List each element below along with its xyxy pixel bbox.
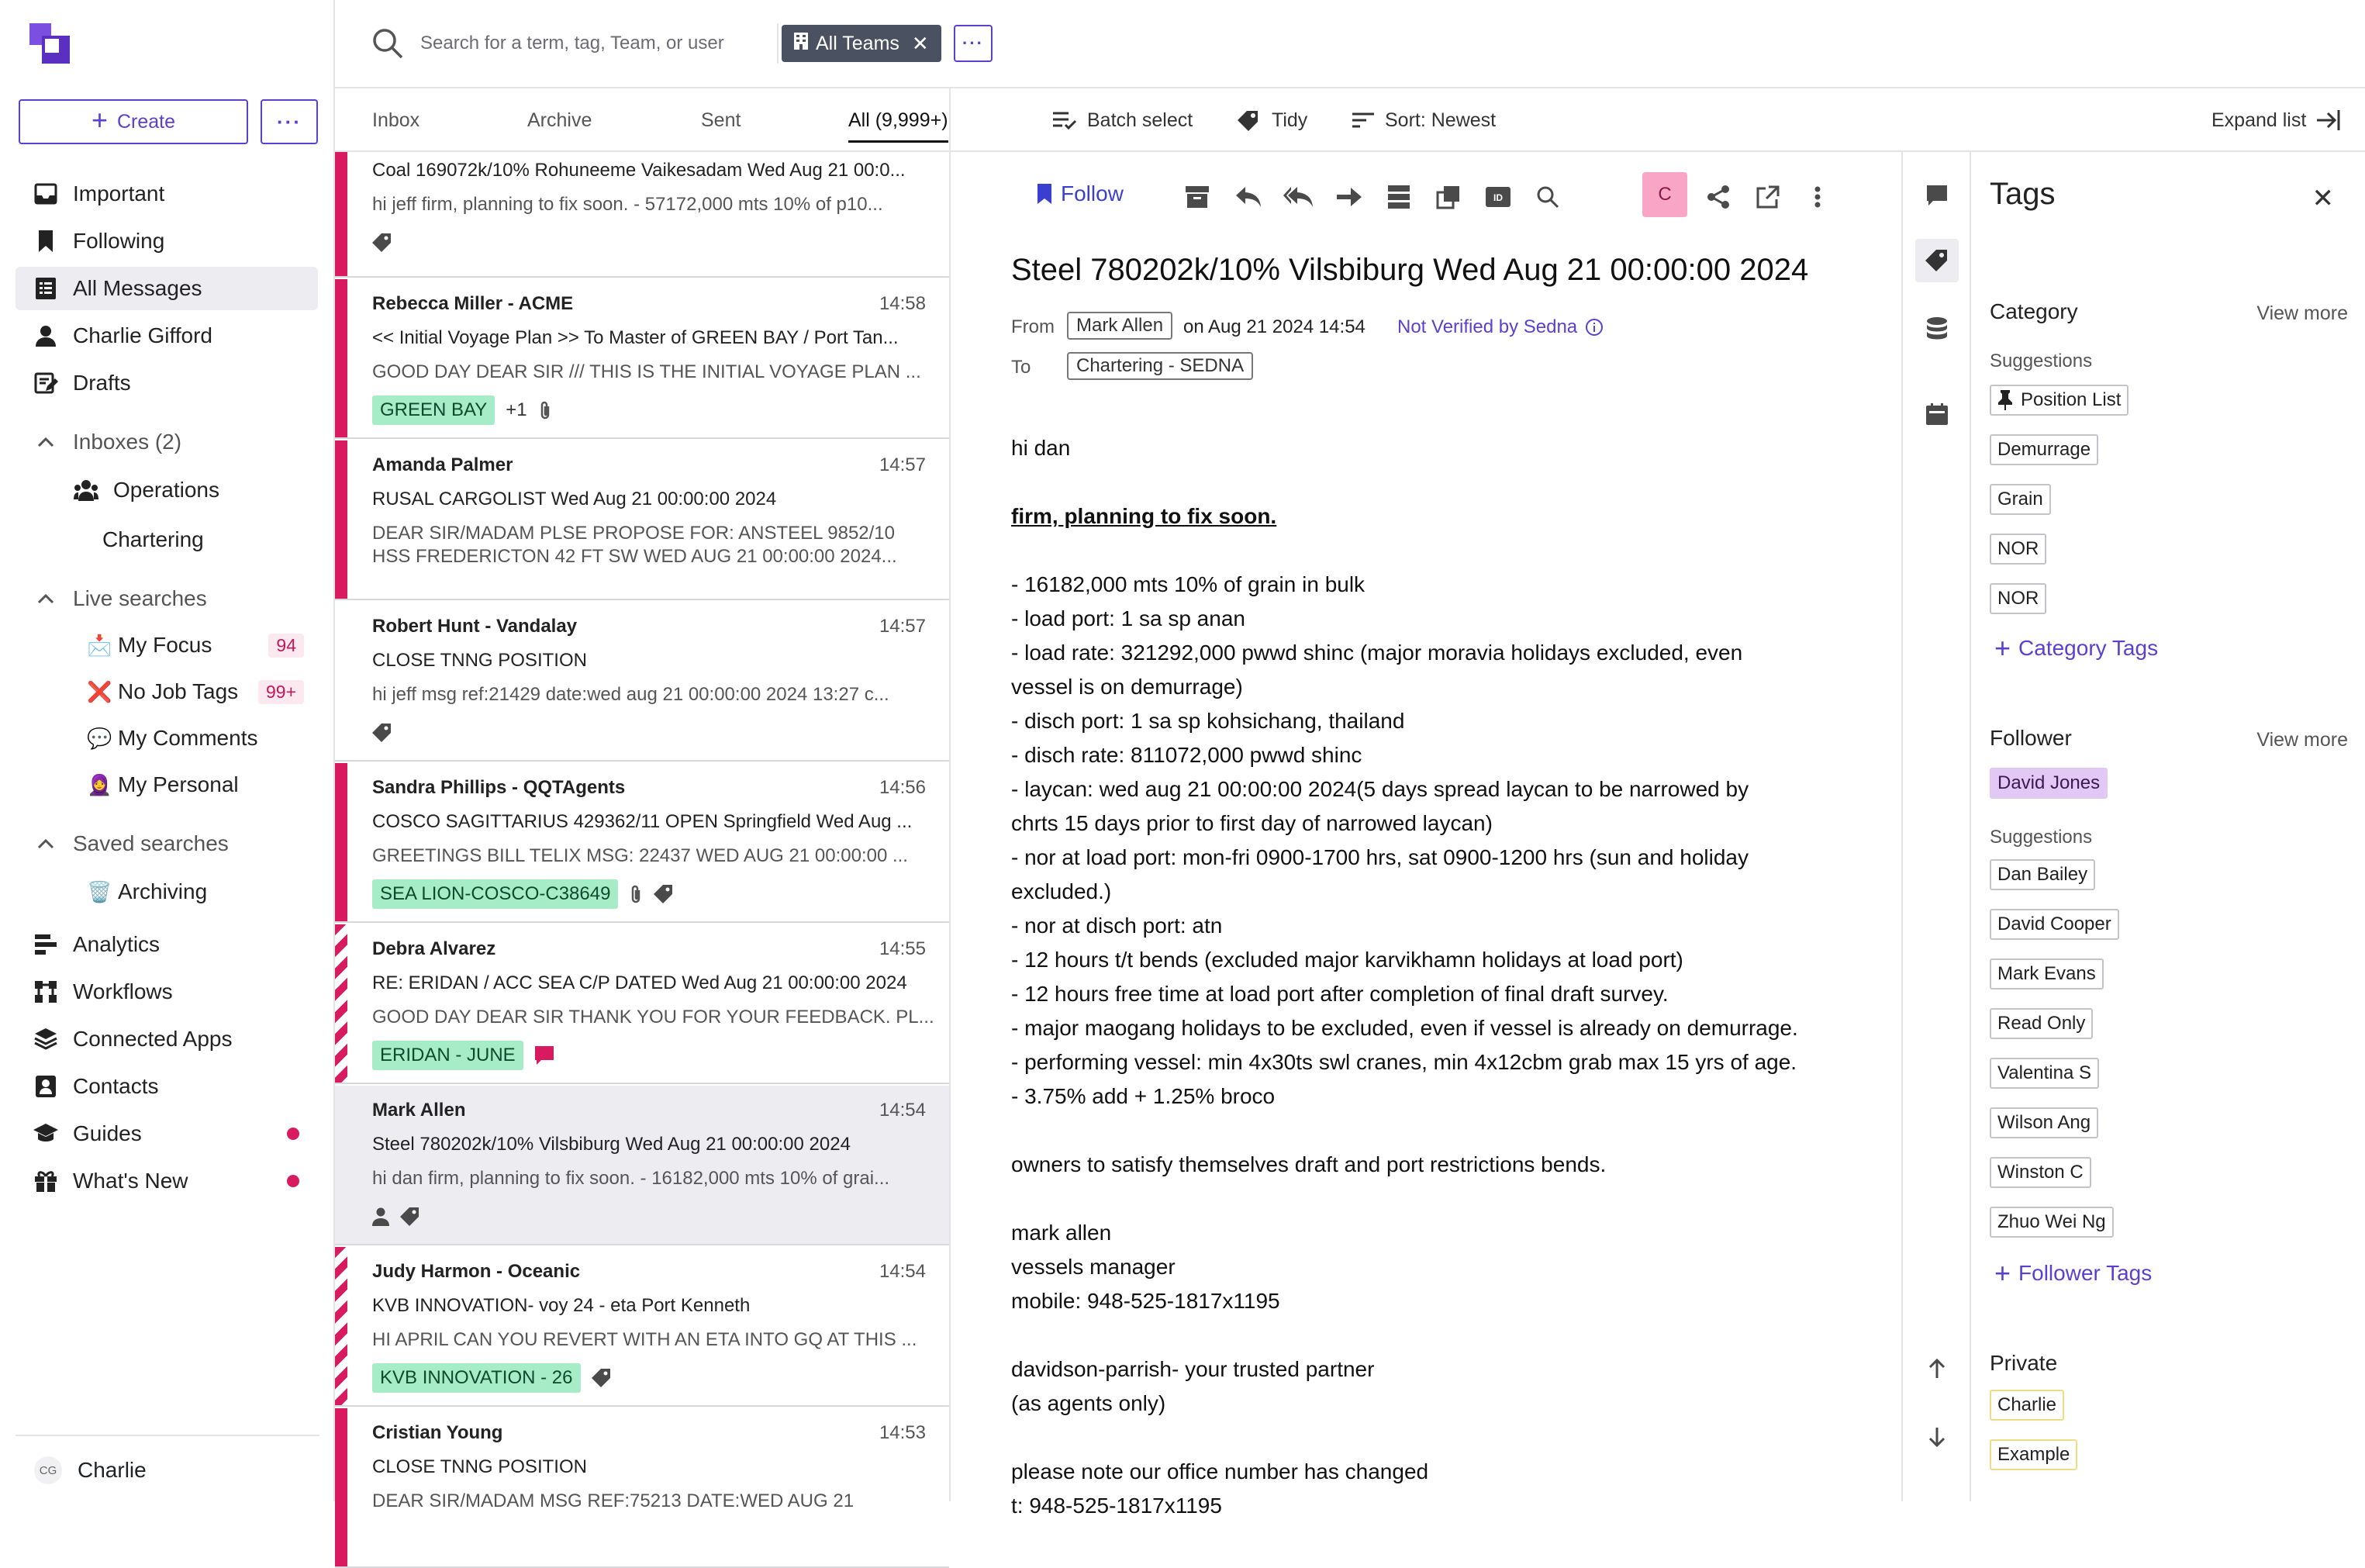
category-view-more-link[interactable]: View more [2256, 302, 2348, 324]
verification-status[interactable]: Not Verified by Sedna [1397, 316, 1604, 338]
sidebar [0, 0, 335, 1501]
batch-select-button[interactable]: Batch select [1053, 88, 1193, 152]
follower-section-title: Follower [1990, 726, 2072, 750]
team-icon [74, 478, 98, 502]
user-name: Charlie [78, 1458, 147, 1482]
close-icon[interactable]: ✕ [2311, 184, 2334, 213]
body-line: - nor at load port: mon-fri 0900-1700 hrs, sat 0900-1200 hrs (sun and holiday [1011, 845, 1749, 869]
tag-icon [1925, 249, 1949, 272]
tidy-button[interactable]: Tidy [1238, 88, 1307, 152]
tag-suggestion[interactable]: Grain [1990, 484, 2051, 515]
body-spacer [1011, 465, 1880, 499]
team-chip-label: All Teams [816, 32, 899, 54]
to-label: To [1011, 357, 1031, 378]
message-subject: CLOSE TNNG POSITION [372, 650, 587, 671]
notification-dot [287, 1175, 299, 1187]
top-search-bar [335, 0, 2365, 88]
bar-chart-icon [34, 933, 57, 956]
comments-tab[interactable] [1915, 174, 1959, 217]
tag-suggestion[interactable]: NOR [1990, 534, 2046, 565]
forward-icon[interactable] [1334, 181, 1365, 212]
body-line: - disch rate: 811072,000 pwwd shinc [1011, 743, 1362, 767]
message-sender: Cristian Young [372, 1422, 503, 1443]
layers-icon [34, 1027, 57, 1051]
bookmark-flag-icon [1037, 184, 1051, 204]
message-preview: GREETINGS BILL TELIX MSG: 22437 WED AUG 21 00:00:00 ... [372, 845, 908, 866]
avatar: CG [34, 1456, 62, 1484]
create-button[interactable] [19, 99, 248, 144]
database-tab[interactable] [1915, 307, 1959, 351]
sidebar-item-connected-apps[interactable]: Connected Apps [16, 1017, 318, 1061]
speech-bubble-icon: 💬 [87, 726, 112, 750]
from-label: From [1011, 316, 1055, 337]
message-sender: Debra Alvarez [372, 938, 496, 959]
body-line: owners to satisfy themselves draft and port restrictions bends. [1011, 1152, 1607, 1176]
suggestions-label: Suggestions [1990, 827, 2093, 848]
tag-icon [592, 1368, 612, 1388]
plus-icon: + [91, 104, 108, 136]
message-list-item[interactable] [335, 1247, 949, 1407]
chevron-up-icon [34, 437, 57, 447]
message-preview: DEAR SIR/MADAM MSG REF:75213 DATE:WED AUG 21 [372, 1490, 855, 1511]
more-vertical-icon[interactable] [1802, 181, 1833, 212]
move-icon[interactable] [1383, 181, 1414, 212]
divider [777, 23, 779, 64]
message-time: 14:54 [879, 1100, 926, 1121]
live-search-my-focus[interactable]: 📩 My Focus 94 [16, 623, 318, 667]
copy-icon[interactable] [1433, 181, 1464, 212]
wastebasket-icon: 🗑️ [87, 879, 112, 903]
message-sender: Robert Hunt - Vandalay [372, 616, 578, 637]
follower-suggestion[interactable]: Valentina S [1990, 1058, 2099, 1089]
tab-all[interactable]: All (9,999+) [848, 88, 948, 152]
job-tag-chip[interactable]: ERIDAN - JUNE [372, 1041, 523, 1070]
follower-suggestion[interactable]: Zhuo Wei Ng [1990, 1207, 2114, 1238]
tag-suggestion[interactable]: Position List [1990, 385, 2128, 416]
from-contact-chip[interactable]: Mark Allen [1067, 312, 1172, 340]
follower-suggestion[interactable]: Dan Bailey [1990, 859, 2095, 890]
follower-suggestion[interactable]: David Cooper [1990, 909, 2119, 940]
message-preview: hi jeff msg ref:21429 date:wed aug 21 00:00:00 2024 13:27 c... [372, 684, 889, 705]
unread-indicator [335, 152, 347, 276]
message-list-item[interactable] [335, 440, 949, 600]
tags-panel [1971, 152, 2365, 1501]
building-icon [794, 33, 808, 55]
body-line: davidson-parrish- your trusted partner [1011, 1357, 1375, 1381]
person-emoji-icon: 🧕 [87, 772, 112, 796]
unread-indicator [335, 1247, 347, 1405]
unread-indicator [335, 440, 347, 599]
private-section-title: Private [1990, 1351, 2058, 1375]
create-label: Create [116, 110, 176, 133]
workflow-icon [34, 980, 57, 1003]
paperclip-icon [538, 400, 552, 420]
body-line: - nor at disch port: atn [1011, 914, 1223, 938]
body-line: - 12 hours t/t bends (excluded major karvikhamn holidays at load port) [1011, 948, 1683, 972]
tag-suggestion[interactable]: NOR [1990, 583, 2046, 614]
body-line: please note our office number has changed [1011, 1459, 1429, 1483]
comment-icon [534, 1045, 554, 1065]
tag-icon [654, 884, 674, 904]
live-search-no-job-tags[interactable]: ❌ No Job Tags 99+ [16, 670, 318, 713]
body-line: - disch port: 1 sa sp kohsichang, thailand [1011, 709, 1405, 733]
message-preview: GOOD DAY DEAR SIR /// THIS IS THE INITIAL VOYAGE PLAN ... [372, 361, 921, 382]
body-line: firm, planning to fix soon. [1011, 504, 1277, 528]
checklist-icon [1053, 111, 1076, 130]
follower-suggestion[interactable]: Winston C [1990, 1157, 2091, 1188]
section-inboxes-toggle[interactable]: Inboxes (2) [16, 422, 318, 462]
message-sender: Amanda Palmer [372, 454, 513, 475]
arrow-down-icon [1928, 1428, 1946, 1448]
sort-icon [1352, 112, 1374, 129]
tab-archive[interactable]: Archive [527, 109, 592, 131]
body-line: chrts 15 days prior to first day of narrowed laycan) [1011, 811, 1493, 835]
body-line: mobile: 948-525-1817x1195 [1011, 1289, 1280, 1313]
tab-sent[interactable]: Sent [701, 109, 741, 131]
pin-icon [1997, 390, 2013, 410]
message-preview: DEAR SIR/MADAM PLSE PROPOSE FOR: ANSTEEL 9852/10 [372, 523, 896, 544]
body-spacer [1011, 1421, 1880, 1455]
search-icon [372, 28, 403, 59]
message-subject: CLOSE TNNG POSITION [372, 1456, 587, 1477]
follow-button[interactable]: Follow [1037, 181, 1124, 206]
sidebar-item-drafts[interactable]: Drafts [16, 361, 318, 405]
extra-tags-count: +1 [506, 399, 527, 420]
reading-pane [951, 152, 1901, 1518]
message-time: 14:55 [879, 938, 926, 959]
follower-view-more-link[interactable]: View more [2256, 729, 2348, 751]
unread-indicator [335, 1408, 347, 1566]
body-line: - 12 hours free time at load port after completion of final draft survey. [1011, 982, 1669, 1006]
share-icon[interactable] [1703, 181, 1734, 212]
body-spacer [1011, 1182, 1880, 1216]
follower-suggestion[interactable]: Mark Evans [1990, 958, 2104, 989]
job-tag-chip[interactable]: SEA LION-COSCO-C38649 [372, 879, 618, 909]
to-recipient-chip[interactable]: Chartering - SEDNA [1067, 352, 1253, 380]
message-time: 14:57 [879, 616, 926, 637]
tidy-tag-icon [1238, 109, 1261, 131]
message-preview: hi jeff firm, planning to fix soon. - 57172,000 mts 10% of p10... [372, 194, 883, 215]
message-subject: KVB INNOVATION- voy 24 - eta Port Kenneth [372, 1295, 751, 1316]
message-time: 14:58 [879, 293, 926, 314]
body-line: vessel is on demurrage) [1011, 675, 1243, 699]
body-spacer [1011, 1114, 1880, 1148]
message-subject: Steel 780202k/10% Vilsbiburg Wed Aug 21 00:00:00 2024 [372, 1134, 851, 1155]
body-line: excluded.) [1011, 879, 1112, 903]
info-icon [1585, 318, 1604, 337]
sidebar-item-following[interactable]: Following [16, 219, 318, 263]
live-search-my-personal[interactable]: 🧕 My Personal [87, 772, 239, 796]
comment-icon [1926, 185, 1948, 206]
archive-icon[interactable] [1182, 181, 1213, 212]
message-subject: Coal 169072k/10% Rohuneeme Vaikesadam Wed Aug 21 00:0... [372, 160, 906, 181]
section-saved-searches-toggle[interactable]: Saved searches [16, 824, 318, 864]
body-line: - performing vessel: min 4x30ts swl cranes, min 4x12cbm grab max 15 yrs of age. [1011, 1050, 1797, 1074]
message-time: 14:53 [879, 1422, 926, 1443]
filter-more-button[interactable]: ··· [954, 25, 993, 62]
plus-icon: + [1994, 632, 2011, 664]
user-menu[interactable] [16, 1447, 318, 1494]
sidebar-item-contacts[interactable]: Contacts [16, 1065, 318, 1108]
unread-indicator [335, 924, 347, 1083]
search-input[interactable] [420, 25, 761, 62]
tab-inbox[interactable]: Inbox [372, 109, 420, 131]
sidebar-item-important[interactable]: Important [16, 172, 318, 216]
notification-dot [287, 1128, 299, 1140]
gift-icon [34, 1169, 57, 1193]
chevron-up-icon [34, 838, 57, 849]
team-filter-chip[interactable] [782, 25, 941, 62]
message-preview: hi dan firm, planning to fix soon. - 16182,000 mts 10% of grai... [372, 1168, 890, 1189]
message-list-item[interactable] [335, 1408, 949, 1568]
id-card-icon[interactable] [1483, 181, 1514, 212]
unread-indicator [335, 279, 347, 437]
suggestions-label: Suggestions [1990, 351, 2093, 371]
search-icon[interactable] [1532, 181, 1563, 212]
add-category-tag-button[interactable]: + Category Tags [1994, 632, 2159, 664]
sort-button[interactable]: Sort: Newest [1352, 88, 1496, 152]
tag-suggestion[interactable]: Demurrage [1990, 434, 2098, 465]
divider [16, 1435, 319, 1436]
reply-icon[interactable] [1233, 181, 1264, 212]
body-line: - 3.75% add + 1.25% broco [1011, 1084, 1276, 1108]
panel-title: Tags [1990, 177, 2056, 211]
body-spacer [1011, 1318, 1880, 1352]
add-follower-tag-button[interactable]: + Follower Tags [1994, 1257, 2153, 1289]
sidebar-item-all-messages[interactable]: All Messages [16, 267, 318, 310]
body-line: - load rate: 321292,000 pwwd shinc (major moravia holidays excluded, even [1011, 641, 1743, 665]
tag-icon [372, 723, 392, 743]
calendar-tab[interactable] [1915, 392, 1959, 436]
side-panel-tabs [1901, 152, 1971, 1501]
message-sender: Rebecca Miller - ACME [372, 293, 574, 314]
sidebar-item-charlie-gifford[interactable]: Charlie Gifford [16, 314, 318, 357]
follower-suggestion[interactable]: Wilson Ang [1990, 1107, 2098, 1138]
chevron-up-icon [34, 593, 57, 604]
expand-arrow-icon [2317, 110, 2340, 130]
message-preview: HI APRIL CAN YOU REVERT WITH AN ETA INTO GQ AT THIS ... [372, 1329, 917, 1350]
message-list-item[interactable] [335, 924, 949, 1084]
body-spacer [1011, 534, 1880, 568]
sidebar-item-operations[interactable]: Operations [16, 468, 318, 512]
message-list-item[interactable] [335, 1086, 949, 1245]
category-section-title: Category [1990, 299, 2078, 323]
message-subject: RE: ERIDAN / ACC SEA C/P DATED Wed Aug 21 00:00:00 2024 [372, 972, 907, 993]
close-icon[interactable]: ✕ [911, 31, 929, 55]
reply-all-icon[interactable] [1283, 181, 1314, 212]
body-line: vessels manager [1011, 1255, 1176, 1279]
message-time: 14:56 [879, 777, 926, 798]
sidebar-item-analytics[interactable]: Analytics [16, 923, 318, 966]
message-title: Steel 780202k/10% Vilsbiburg Wed Aug 21 00:00:00 2024 [1011, 253, 1809, 287]
user-icon [34, 324, 57, 347]
bookmark-flag-icon [34, 230, 57, 253]
tag-icon [372, 233, 392, 253]
unread-indicator [335, 763, 347, 921]
tag-icon [400, 1207, 420, 1227]
body-line: mark allen [1011, 1221, 1112, 1245]
body-line: (as agents only) [1011, 1391, 1166, 1415]
cross-mark-icon: ❌ [87, 679, 112, 703]
divider [949, 88, 951, 152]
body-line: - load port: 1 sa sp anan [1011, 606, 1245, 630]
svg-text:ID: ID [1493, 192, 1503, 203]
expand-list-button[interactable]: Expand list [2211, 88, 2340, 152]
create-more-button[interactable]: ··· [261, 99, 318, 144]
scroll-up-button[interactable] [1915, 1346, 1959, 1390]
body-line: hi dan [1011, 436, 1071, 460]
message-time: 14:54 [879, 1261, 926, 1282]
private-tag[interactable]: Example [1990, 1439, 2077, 1470]
private-tag[interactable]: Charlie [1990, 1390, 2064, 1421]
saved-search-archiving[interactable]: 🗑️ Archiving [87, 879, 208, 903]
message-toolbar [951, 152, 1901, 239]
inbox-tray-icon [34, 182, 57, 205]
calendar-icon [1926, 403, 1948, 425]
message-subject: << Initial Voyage Plan >> To Master of GREEN BAY / Port Tan... [372, 327, 899, 348]
body-line: - 16182,000 mts 10% of grain in bulk [1011, 572, 1365, 596]
message-preview: HSS FREDERICTON 42 FT SW WED AUG 21 00:00:00 2024... [372, 546, 897, 567]
open-external-icon[interactable] [1752, 181, 1783, 212]
message-list-item[interactable] [335, 602, 949, 762]
plus-icon: + [1994, 1257, 2011, 1289]
message-list-item[interactable] [335, 152, 949, 278]
message-sender: Judy Harmon - Oceanic [372, 1261, 581, 1282]
count-badge: 99+ [258, 680, 304, 704]
list-grid-icon [34, 277, 57, 300]
body-line: - laycan: wed aug 21 00:00:00 2024(5 days spread laycan to be narrowed by [1011, 777, 1749, 801]
message-list-item[interactable] [335, 279, 949, 439]
message-preview: GOOD DAY DEAR SIR THANK YOU FOR YOUR FEEDBACK. PL... [372, 1007, 934, 1027]
arrow-up-icon [1928, 1358, 1946, 1378]
message-list-item[interactable] [335, 763, 949, 923]
person-icon [372, 1207, 389, 1226]
paperclip-icon [629, 884, 643, 904]
body-line: - major maogang holidays to be excluded, even if vessel is already on demurrage. [1011, 1016, 1798, 1040]
follower-suggestion[interactable]: Read Only [1990, 1008, 2093, 1039]
job-tag-chip[interactable]: KVB INNOVATION - 26 [372, 1363, 581, 1393]
sidebar-item-guides[interactable]: Guides [16, 1112, 318, 1155]
follower-tag[interactable]: David Jones [1990, 768, 2108, 799]
message-subject: RUSAL CARGOLIST Wed Aug 21 00:00:00 2024 [372, 489, 777, 509]
job-tag-chip[interactable]: GREEN BAY [372, 395, 495, 425]
message-time: 14:57 [879, 454, 926, 475]
avatar[interactable]: C [1642, 172, 1687, 217]
message-sender: Sandra Phillips - QQTAgents [372, 777, 626, 798]
message-subject: COSCO SAGITTARIUS 429362/11 OPEN Springfield Wed Aug ... [372, 811, 913, 832]
message-sender: Mark Allen [372, 1100, 466, 1121]
live-search-my-comments[interactable]: 💬 My Comments [87, 726, 258, 750]
graduation-cap-icon [34, 1122, 57, 1145]
scroll-down-button[interactable] [1915, 1416, 1959, 1459]
sidebar-item-workflows[interactable]: Workflows [16, 970, 318, 1014]
database-icon [1926, 317, 1948, 340]
contact-card-icon [34, 1075, 57, 1098]
app-logo-icon[interactable] [29, 23, 70, 64]
envelope-icon: 📩 [87, 633, 112, 657]
body-line: t: 948-525-1817x1195 [1011, 1494, 1222, 1518]
tags-tab[interactable] [1915, 239, 1959, 282]
sidebar-item-chartering[interactable]: Chartering [102, 527, 204, 551]
edit-doc-icon [34, 371, 57, 395]
section-live-searches-toggle[interactable]: Live searches [16, 579, 318, 619]
message-list [335, 152, 951, 1511]
message-body [1011, 431, 1880, 1523]
count-badge: 94 [268, 634, 304, 658]
sent-date: on Aug 21 2024 14:54 [1183, 316, 1365, 337]
sidebar-item-whats-new[interactable]: What's New [16, 1159, 318, 1203]
list-toolbar [335, 88, 2365, 152]
